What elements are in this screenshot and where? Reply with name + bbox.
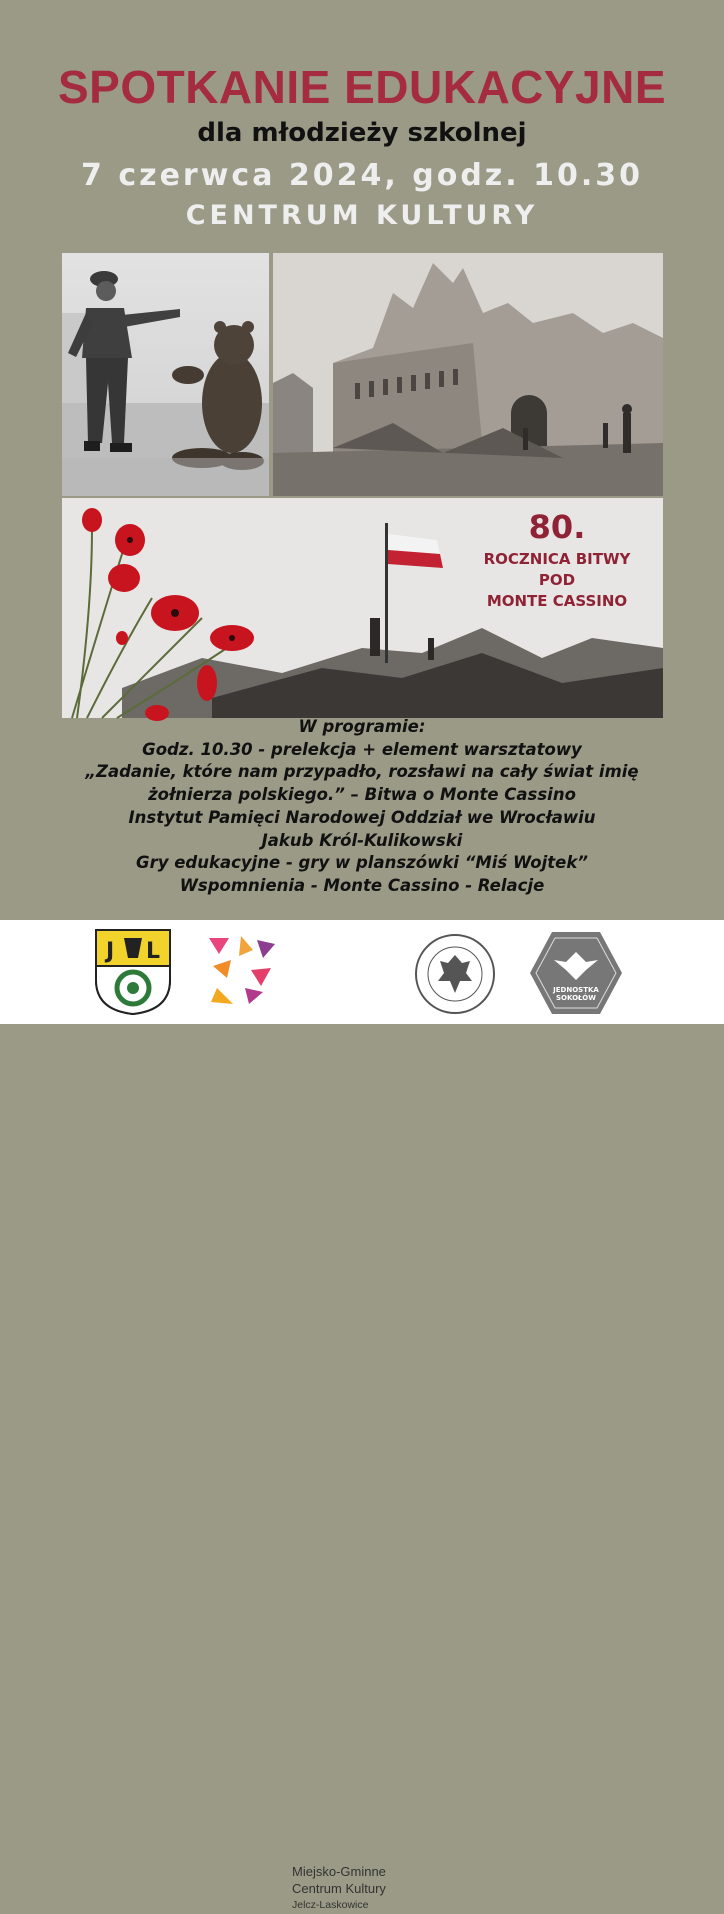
anniversary-line-2: POD: [538, 571, 576, 589]
program-line: Gry edukacyjne - gry w planszówki “Miś Wojtek”: [136, 853, 588, 873]
program-section: [0, 716, 724, 898]
program-line: żołnierza polskiego.” – Bitwa o Monte Cassino: [148, 785, 576, 805]
mgck-line-1: Miejsko-Gminne: [292, 1864, 386, 1879]
program-line: Godz. 10.30 - prelekcja + element warsztatowy: [142, 739, 582, 759]
event-venue: CENTRUM KULTURY: [185, 200, 539, 231]
svg-text:JEDNOSTKA: JEDNOSTKA: [553, 986, 599, 994]
photo-monastery-ruins: [273, 253, 663, 496]
anniversary-line-1: ROCZNICA BITWY: [483, 550, 631, 568]
photo-soldier-with-bear: [62, 253, 269, 496]
mgck-line-3: Jelcz-Laskowice: [292, 1899, 369, 1911]
program-line: Wspomnienia - Monte Cassino - Relacje: [179, 875, 545, 895]
event-title: SPOTKANIE EDUKACYJNE: [57, 61, 667, 113]
program-line: Instytut Pamięci Narodowej Oddział we Wrocławiu: [128, 807, 596, 827]
footer-logos: [0, 920, 724, 1911]
svg-text:L: L: [146, 939, 161, 964]
anniversary-line-3: MONTE CASSINO: [486, 592, 628, 610]
event-date: 7 czerwca 2024, godz. 10.30: [81, 158, 643, 193]
ipn-seal-logo: [414, 933, 496, 1019]
mgck-name: [292, 1863, 386, 1914]
poster: [0, 0, 724, 920]
anniversary-number: 80.: [528, 508, 586, 546]
program-line: „Zadanie, które nam przypadło, rozsławi na cały świat imię: [85, 762, 639, 782]
svg-text:J: J: [106, 939, 115, 964]
program-heading: W programie:: [298, 717, 426, 736]
mgck-line-2: Centrum Kultury: [292, 1881, 386, 1896]
event-subtitle: dla młodzieży szkolnej: [197, 118, 527, 148]
svg-text:SOKOŁÓW: SOKOŁÓW: [556, 994, 596, 1002]
sokol-association-logo: [528, 930, 624, 1020]
municipal-crest-logo: [94, 928, 172, 1020]
mgck-logo-icon: [205, 934, 277, 1010]
program-line: Jakub Król-Kulikowski: [261, 830, 463, 850]
